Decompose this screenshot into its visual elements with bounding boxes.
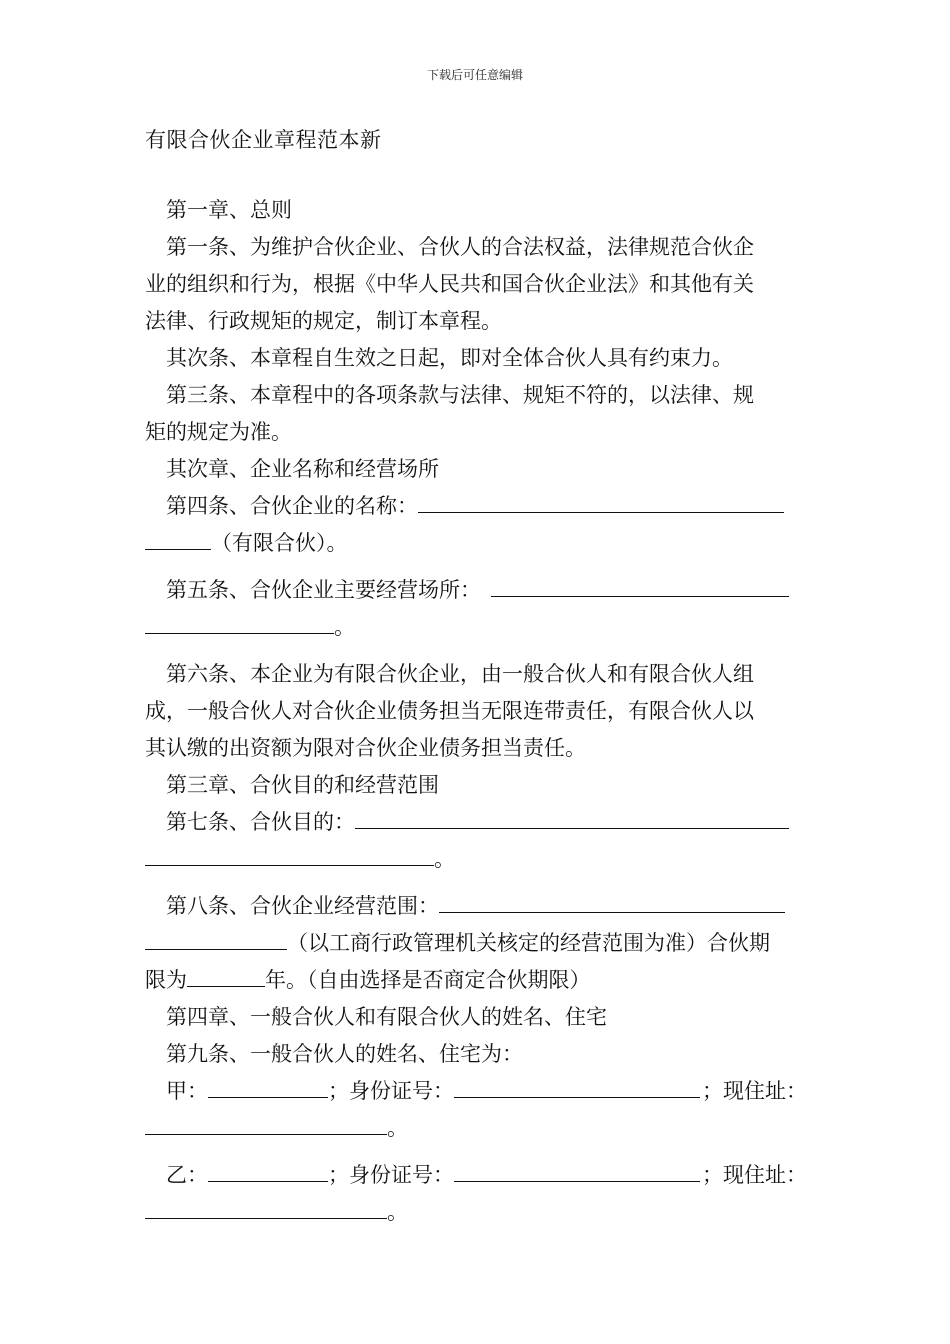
article-6-line-1: 第六条、本企业为有限合伙企业，由一般合伙人和有限合伙人组 [166, 662, 754, 686]
article-4-suffix: （有限合伙）。 [211, 531, 348, 555]
partner-b-end: 。 [387, 1200, 408, 1224]
purpose-blank-cont[interactable] [145, 845, 434, 866]
chapter-4-heading: 第四章、一般合伙人和有限合伙人的姓名、住宅 [166, 1005, 607, 1029]
partner-b-addr-blank[interactable] [145, 1198, 387, 1219]
partner-a-row [145, 1073, 807, 1110]
enterprise-name-blank-cont[interactable] [145, 529, 211, 550]
article-8-label: 第八条、合伙企业经营范围： [166, 894, 439, 918]
article-5-label: 第五条、合伙企业主要经营场所： [166, 578, 481, 602]
article-4 [145, 488, 807, 525]
partner-a-id-blank[interactable] [454, 1077, 700, 1098]
document-title: 有限合伙企业章程范本新 [145, 128, 382, 152]
article-8-pre: 限为 [145, 968, 187, 992]
scope-blank-cont[interactable] [145, 929, 287, 950]
purpose-blank[interactable] [355, 808, 789, 829]
partner-b-name-blank[interactable] [208, 1161, 328, 1182]
partner-b-row [145, 1157, 807, 1194]
partner-a-addr-blank[interactable] [145, 1114, 387, 1135]
chapter-3-heading: 第三章、合伙目的和经营范围 [166, 773, 439, 797]
partner-b-id-label: ；身份证号： [328, 1163, 454, 1187]
chapter-1-heading: 第一章、总则 [166, 198, 292, 222]
partner-b-id-blank[interactable] [454, 1161, 700, 1182]
article-5 [145, 572, 807, 609]
business-place-blank-cont[interactable] [145, 613, 334, 634]
article-9: 第九条、一般合伙人的姓名、住宅为： [166, 1042, 523, 1066]
partner-b-label: 乙： [166, 1163, 208, 1187]
document-body [145, 192, 807, 1231]
article-8-mid: （以工商行政管理机关核定的经营范围为准）合伙期 [287, 931, 770, 955]
article-8-suffix: 年。（自由选择是否商定合伙期限） [265, 968, 591, 992]
article-8 [145, 888, 807, 925]
partner-a-end: 。 [387, 1116, 408, 1140]
article-6-line-3: 其认缴的出资额为限对合伙企业债务担当责任。 [145, 736, 586, 760]
page-header: 下载后可任意编辑 [426, 68, 523, 82]
article-2: 其次条、本章程自生效之日起，即对全体合伙人具有约束力。 [166, 346, 733, 370]
business-place-blank[interactable] [491, 576, 789, 597]
partner-a-label: 甲： [166, 1079, 208, 1103]
enterprise-name-blank[interactable] [418, 492, 784, 513]
article-1-line-1: 第一条、为维护合伙企业、合伙人的合法权益，法律规范合伙企 [166, 235, 754, 259]
article-1-line-3: 法律、行政规矩的规定，制订本章程。 [145, 309, 502, 333]
article-6-line-2: 成，一般合伙人对合伙企业债务担当无限连带责任，有限合伙人以 [145, 699, 754, 723]
partner-a-id-label: ；身份证号： [328, 1079, 454, 1103]
article-3-line-2: 矩的规定为准。 [145, 420, 292, 444]
chapter-2-heading: 其次章、企业名称和经营场所 [166, 457, 439, 481]
article-7 [145, 804, 807, 841]
term-blank[interactable] [187, 966, 265, 987]
partner-a-addr-label: ；现住址： [702, 1079, 807, 1103]
partner-a-name-blank[interactable] [208, 1077, 328, 1098]
article-1-line-2: 业的组织和行为，根据《中华人民共和国合伙企业法》和其他有关 [145, 272, 754, 296]
partner-b-addr-label: ；现住址： [702, 1163, 807, 1187]
scope-blank[interactable] [439, 892, 785, 913]
article-5-suffix: 。 [334, 615, 355, 639]
article-7-suffix: 。 [434, 847, 455, 871]
article-3-line-1: 第三条、本章程中的各项条款与法律、规矩不符的，以法律、规 [166, 383, 754, 407]
article-4-label: 第四条、合伙企业的名称： [166, 494, 418, 518]
article-7-label: 第七条、合伙目的： [166, 810, 355, 834]
